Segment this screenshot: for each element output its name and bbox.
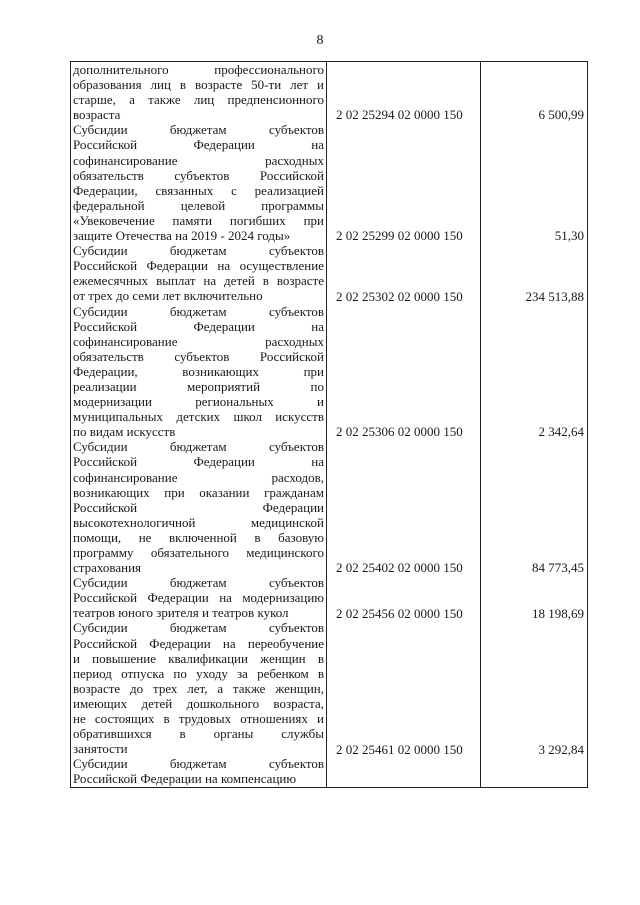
amount-value: 3 292,84: [538, 741, 584, 757]
description-line: дополнительного профессионального: [73, 62, 324, 77]
amount-value: 2 342,64: [538, 424, 584, 440]
code-cell: [327, 62, 481, 788]
description-line: от трех до семи лет включительно: [73, 288, 263, 304]
description-cell: [71, 62, 327, 788]
row-description: [73, 243, 324, 303]
budget-code: 2 02 25402 02 0000 150: [336, 560, 463, 576]
description-line: софинансирование расходов,: [73, 469, 324, 485]
amount-column: [481, 62, 587, 787]
description-line: Российской Федерации на: [73, 454, 324, 470]
description-line: высокотехнологичной медицинской: [73, 514, 324, 530]
description-line: Субсидии бюджетам субъектов: [73, 303, 324, 319]
description-line: защите Отечества на 2019 - 2024 годы»: [73, 228, 291, 244]
table-row: [71, 62, 588, 788]
description-line: страхования: [73, 560, 142, 576]
description-line: Субсидии бюджетам субъектов: [73, 439, 324, 455]
description-line: Субсидии бюджетам субъектов: [73, 243, 324, 259]
description-line: федеральной целевой программы: [73, 197, 324, 213]
description-line: театров юного зрителя и театров кукол: [73, 605, 289, 621]
description-line: программу обязательного медицинского: [73, 545, 324, 560]
amount-value: 84 773,45: [532, 560, 584, 576]
row-description: [73, 575, 324, 620]
description-line: возникающих при оказании гражданам: [73, 484, 324, 500]
description-line: Субсидии бюджетам субъектов: [73, 575, 324, 591]
description-line: занятости: [73, 741, 128, 757]
description-line: по видам искусств: [73, 424, 176, 440]
description-line: обратившихся в органы службы: [73, 726, 324, 742]
amount-value: 6 500,99: [538, 107, 584, 123]
budget-code: 2 02 25306 02 0000 150: [336, 424, 463, 440]
description-line: Субсидии бюджетам субъектов: [73, 756, 324, 772]
row-description: [73, 304, 324, 440]
budget-code: 2 02 25461 02 0000 150: [336, 741, 463, 757]
amount-value: 234 513,88: [525, 288, 584, 304]
description-line: софинансирование расходных: [73, 333, 324, 349]
description-line: Федерации, возникающих при: [73, 363, 324, 379]
description-line: Российской Федерации на: [73, 318, 324, 334]
amount-value: 18 198,69: [532, 605, 584, 621]
budget-code: 2 02 25294 02 0000 150: [336, 107, 463, 123]
description-line: Федерации, связанных с реализацией: [73, 182, 324, 198]
description-line: Российской Федерации на осуществление: [73, 258, 324, 274]
row-description: [73, 756, 324, 786]
description-line: Субсидии бюджетам субъектов: [73, 620, 324, 636]
description-line: софинансирование расходных: [73, 152, 324, 168]
description-line: помощи, не включенной в базовую: [73, 529, 324, 545]
description-line: возраста: [73, 107, 121, 123]
row-description: [73, 62, 324, 122]
description-line: старше, а также лиц предпенсионного: [73, 92, 324, 108]
code-column: [327, 62, 480, 787]
description-line: период отпуска по уходу за ребенком в: [73, 665, 324, 681]
row-description: [73, 439, 324, 575]
description-line: и повышение квалификации женщин в: [73, 650, 324, 666]
description-line: Российской Федерации: [73, 499, 324, 515]
description-line: Российской Федерации на компенсацию: [73, 771, 297, 787]
page-number: 8: [316, 33, 324, 48]
row-description: [73, 122, 324, 243]
description-line: не состоящих в трудовых отношениях и: [73, 711, 324, 727]
description-line: «Увековечение памяти погибших при: [73, 212, 324, 228]
budget-code: 2 02 25299 02 0000 150: [336, 228, 463, 244]
description-line: Российской Федерации на переобучение: [73, 635, 324, 651]
amount-value: 51,30: [554, 228, 584, 244]
amount-cell: [481, 62, 588, 788]
revenue-table: [70, 61, 588, 788]
description-line: Российской Федерации на: [73, 137, 324, 153]
description-line: ежемесячных выплат на детей в возрасте: [73, 273, 324, 289]
description-line: Субсидии бюджетам субъектов: [73, 122, 324, 138]
description-line: модернизации региональных и: [73, 394, 324, 410]
description-line: обязательств субъектов Российской: [73, 167, 324, 183]
description-line: образования лиц в возрасте 50-ти лет и: [73, 77, 324, 93]
description-line: обязательств субъектов Российской: [73, 348, 324, 364]
description-column: [71, 62, 326, 787]
description-line: имеющих детей дошкольного возраста,: [73, 695, 324, 711]
description-line: Российской Федерации на модернизацию: [73, 590, 324, 606]
row-description: [73, 620, 324, 756]
description-line: реализации мероприятий по: [73, 378, 324, 394]
budget-code: 2 02 25456 02 0000 150: [336, 605, 463, 621]
budget-code: 2 02 25302 02 0000 150: [336, 288, 463, 304]
description-line: муниципальных детских школ искусств: [73, 409, 324, 425]
description-line: возрасте до трех лет, а также женщин,: [73, 680, 324, 696]
